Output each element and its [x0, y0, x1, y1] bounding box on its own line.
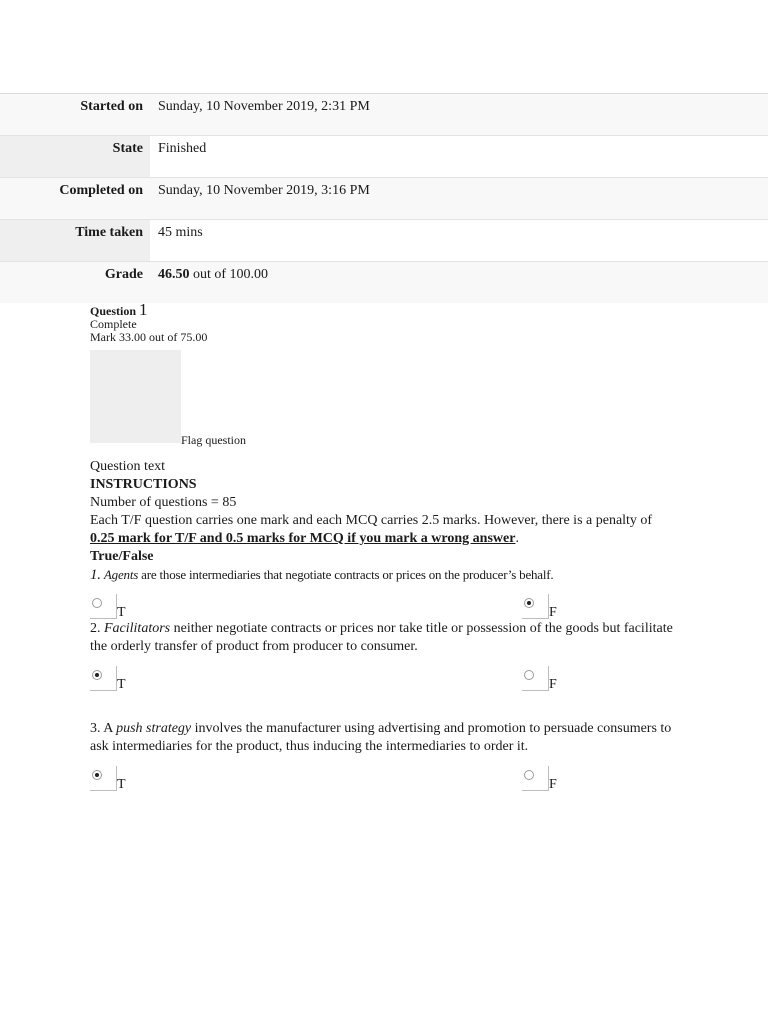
tf-question-2-options	[90, 666, 680, 692]
marking-scheme	[90, 512, 680, 548]
radio-button-selected[interactable]	[92, 770, 102, 780]
tf-question-2-text: neither negotiate contracts or prices nor take title or possession of the goods but facilitate the orderly transfer of product from producer to consumer.	[90, 621, 673, 654]
started-on-value: Sunday, 10 November 2019, 2:31 PM	[150, 94, 768, 135]
tf-question-1-term: Agents	[103, 567, 139, 582]
option-label: T	[117, 605, 126, 620]
grade-label: Grade	[0, 262, 150, 303]
radio-button[interactable]	[92, 598, 102, 608]
period: .	[515, 531, 519, 546]
state-label: State	[0, 136, 150, 177]
tf-question-1-text: are those intermediaries that negotiate contracts or prices on the producer’s behalf.	[138, 567, 554, 582]
radio-button[interactable]	[524, 670, 534, 680]
question-number-value: 1	[139, 300, 148, 319]
option-label: T	[117, 777, 126, 792]
summary-row-state	[0, 136, 768, 178]
attempt-summary-table	[0, 93, 768, 303]
state-value: Finished	[150, 136, 768, 177]
option-true[interactable]	[90, 594, 130, 620]
grade-score: 46.50	[158, 267, 190, 282]
tf-question-1	[90, 566, 680, 584]
option-false[interactable]	[522, 594, 562, 620]
question-text-heading: Question text	[90, 459, 166, 474]
tf-question-1-options	[90, 594, 680, 620]
question-mark: Mark 33.00 out of 75.00	[90, 330, 208, 344]
option-label: T	[117, 677, 126, 692]
summary-row-grade	[0, 262, 768, 303]
option-false[interactable]	[522, 766, 562, 792]
tf-question-2	[90, 620, 680, 656]
grade-suffix: out of 100.00	[189, 267, 269, 282]
completed-on-label: Completed on	[0, 178, 150, 219]
started-on-label: Started on	[0, 94, 150, 135]
grade-value	[150, 262, 768, 303]
true-false-heading: True/False	[90, 549, 154, 564]
question-info	[90, 300, 208, 344]
option-label: F	[549, 777, 557, 792]
penalty-text: 0.25 mark for T/F and 0.5 marks for MCQ if you mark a wrong answer	[90, 531, 516, 546]
question-status: Complete	[90, 317, 137, 331]
summary-row-started	[0, 94, 768, 136]
flag-question-link[interactable]: Flag question	[181, 433, 246, 447]
option-false[interactable]	[522, 666, 562, 692]
tf-question-2-number: 2.	[90, 621, 101, 636]
tf-question-3-term: push strategy	[116, 721, 192, 736]
flag-icon[interactable]	[90, 350, 181, 443]
marking-text: Each T/F question carries one mark and each MCQ carries 2.5 marks. However, there is a penalty of	[90, 513, 653, 528]
option-label: F	[549, 605, 557, 620]
option-true[interactable]	[90, 766, 130, 792]
radio-button-selected[interactable]	[524, 598, 534, 608]
summary-row-completed	[0, 178, 768, 220]
tf-question-3-text: involves the manufacturer using advertising and promotion to persuade consumers to ask intermediaries for the product, thus inducing the intermediaries to order it.	[90, 721, 672, 754]
tf-question-3-options	[90, 766, 680, 792]
question-number	[90, 300, 207, 319]
tf-question-1-number: 1.	[90, 567, 101, 583]
tf-question-3-number: 3. A	[90, 721, 113, 736]
time-taken-value: 45 mins	[150, 220, 768, 261]
summary-row-time	[0, 220, 768, 262]
radio-button[interactable]	[524, 770, 534, 780]
tf-question-2-term: Facilitators	[104, 621, 171, 636]
tf-question-3	[90, 720, 680, 756]
option-label: F	[549, 677, 557, 692]
option-true[interactable]	[90, 666, 130, 692]
time-taken-label: Time taken	[0, 220, 150, 261]
question-content	[90, 458, 680, 792]
radio-button-selected[interactable]	[92, 670, 102, 680]
completed-on-value: Sunday, 10 November 2019, 3:16 PM	[150, 178, 768, 219]
instructions-heading: INSTRUCTIONS	[90, 477, 197, 492]
question-label: Question	[90, 304, 137, 318]
number-of-questions: Number of questions = 85	[90, 495, 237, 510]
